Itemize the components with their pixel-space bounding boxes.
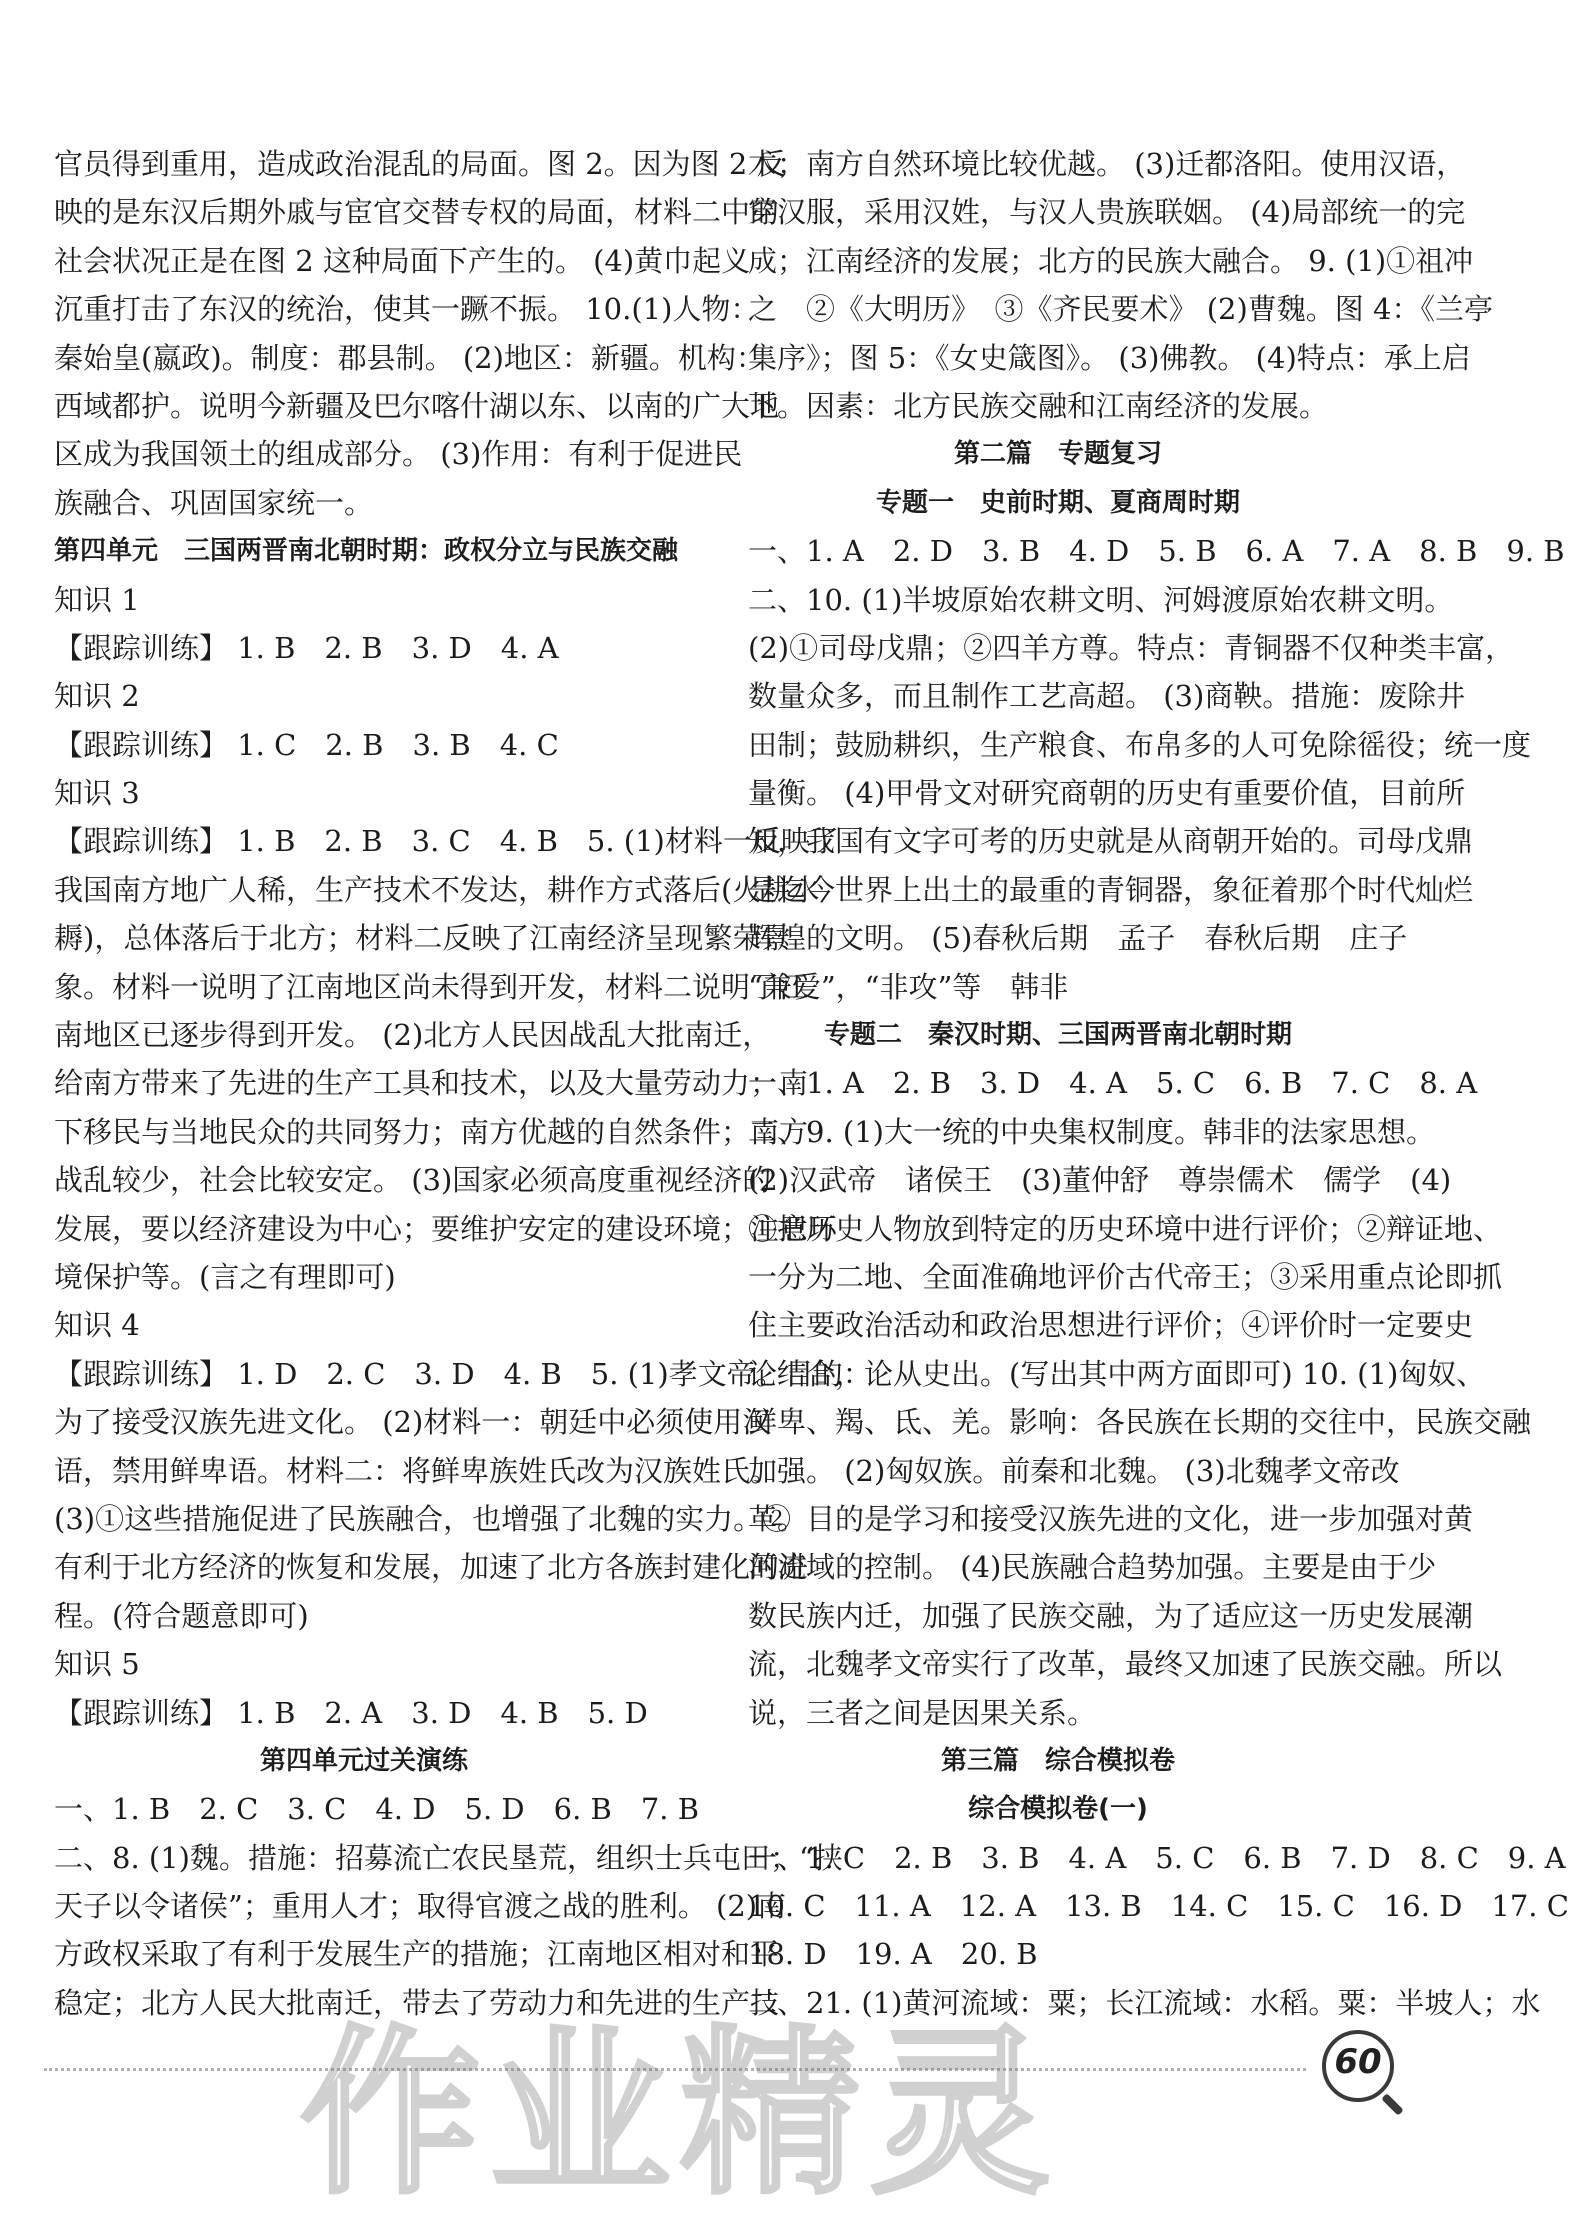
text-line: 象。材料一说明了江南地区尚未得到开发，材料二说明了江: [54, 969, 809, 1004]
text-line: 一、1. C 2. B 3. B 4. A 5. C 6. B 7. D 8. C 9. A: [748, 1840, 1566, 1875]
text-line: 二、8. (1)魏。措施：招募流亡农民垦荒，组织士兵屯田；“挟: [54, 1840, 843, 1875]
text-line: 之 ②《大明历》 ③《齐民要术》 (2)曹魏。图 4：《兰亭: [748, 292, 1493, 327]
text-line: 一、1. A 2. B 3. D 4. A 5. C 6. B 7. C 8. A: [748, 1066, 1478, 1101]
text-line: 【跟踪训练】 1. B 2. B 3. C 4. B 5. (1)材料一反映了: [54, 824, 839, 859]
text-line: 说，三者之间是因果关系。: [748, 1695, 1097, 1730]
text-line: 我国南方地广人稀，生产技术不发达，耕作方式落后(火耕水: [54, 872, 820, 907]
text-line: (2)①司母戊鼎；②四羊方尊。特点：青铜器不仅种类丰富，: [748, 630, 1515, 665]
text-line: 下。因素：北方民族交融和江南经济的发展。: [748, 388, 1329, 423]
text-line: 战乱较少，社会比较安定。 (3)国家必须高度重视经济的: [54, 1163, 772, 1198]
text-line: 知识 1: [54, 582, 140, 617]
text-line: 二、21. (1)黄河流域：粟；长江流域：水稻。粟：半坡人；水: [748, 1985, 1541, 2020]
text-line: ①把历史人物放到特定的历史环境中进行评价；②辩证地、: [748, 1211, 1503, 1246]
text-line: 知，我国有文字可考的历史就是从商朝开始的。司母戊鼎: [748, 824, 1474, 859]
text-line: 【跟踪训练】 1. B 2. B 3. D 4. A: [54, 630, 559, 665]
text-line: 是迄今世界上出土的最重的青铜器，象征着那个时代灿烂: [748, 872, 1474, 907]
section-heading: 第四单元过关演练: [259, 1745, 468, 1776]
text-line: 天子以令诸侯”；重用人才；取得官渡之战的胜利。 (2)南: [54, 1889, 787, 1924]
left-column: [54, 140, 872, 2027]
text-line: 映的是东汉后期外戚与宦官交替专权的局面，材料二中的: [54, 195, 780, 230]
text-line: 辉煌的文明。 (5)春秋后期 孟子 春秋后期 庄子: [748, 921, 1408, 956]
topic-heading: 专题一 史前时期、夏商周时期: [875, 487, 1240, 518]
text-line: 穿汉服，采用汉姓，与汉人贵族联姻。 (4)局部统一的完: [748, 195, 1466, 230]
text-line: 革。目的是学习和接受汉族先进的文化，进一步加强对黄: [748, 1501, 1474, 1536]
topic-heading: 专题二 秦汉时期、三国两晋南北朝时期: [823, 1020, 1292, 1051]
watermark: 作业精灵: [300, 2010, 1061, 2219]
text-line: 术；南方自然环境比较优越。 (3)迁都洛阳。使用汉语，: [748, 147, 1466, 181]
text-line: 给南方带来了先进的生产工具和技术，以及大量劳动力；南: [54, 1066, 809, 1101]
text-line: 河流域的控制。 (4)民族融合趋势加强。主要是由于少: [748, 1550, 1437, 1585]
section-heading: 第四单元 三国两晋南北朝时期：政权分立与民族交融: [54, 536, 679, 567]
text-line: 语，禁用鲜卑语。材料二：将鲜卑族姓氏改为汉族姓氏。: [54, 1453, 780, 1488]
text-line: 成；江南经济的发展；北方的民族大融合。 9. (1)①祖冲: [748, 243, 1474, 278]
text-line: 族融合、巩固国家统一。: [54, 485, 374, 520]
text-line: 南地区已逐步得到开发。 (2)北方人民因战乱大批南迁，: [54, 1018, 772, 1053]
text-line: 秦始皇(嬴政)。制度：郡县制。 (2)地区：新疆。机构：: [54, 340, 765, 375]
text-line: 下移民与当地民众的共同努力；南方优越的自然条件；南方: [54, 1114, 809, 1149]
text-line: 西域都护。说明今新疆及巴尔喀什湖以东、以南的广大地: [54, 388, 780, 423]
text-line: 数民族内迁，加强了民族交融，为了适应这一历史发展潮: [748, 1598, 1474, 1633]
text-line: 鲜卑、羯、氐、羌。影响：各民族在长期的交往中，民族交融: [748, 1405, 1532, 1440]
page-number-badge: [1318, 2026, 1406, 2114]
text-line: 住主要政治活动和政治思想进行评价；④评价时一定要史: [748, 1308, 1474, 1343]
text-line: 田制；鼓励耕织，生产粮食、布帛多的人可免除徭役；统一度: [748, 727, 1532, 762]
text-line: 知识 3: [54, 776, 140, 811]
text-line: 一、1. B 2. C 3. C 4. D 5. D 6. B 7. B: [54, 1792, 700, 1827]
topic-heading: 综合模拟卷(一): [968, 1794, 1148, 1825]
page-number: 60: [1334, 2042, 1382, 2082]
text-line: 沉重打击了东汉的统治，使其一蹶不振。 10.(1)人物：: [54, 292, 760, 327]
text-line: 集序》；图 5：《女史箴图》。 (3)佛教。 (4)特点：承上启: [748, 340, 1471, 375]
text-line: 知识 4: [54, 1308, 140, 1343]
text-line: 知识 2: [54, 679, 140, 714]
part-heading: 第三篇 综合模拟卷: [940, 1745, 1175, 1776]
text-line: 二、10. (1)半坡原始农耕文明、河姆渡原始农耕文明。: [748, 582, 1454, 617]
text-line: 程。(符合题意即可): [54, 1598, 309, 1633]
text-line: 发展，要以经济建设为中心；要维护安定的建设环境；注意环: [54, 1211, 838, 1246]
text-line: 加强。 (2)匈奴族。前秦和北魏。 (3)北魏孝文帝改: [748, 1453, 1400, 1488]
text-line: 为了接受汉族先进文化。 (2)材料一：朝廷中必须使用汉: [54, 1405, 772, 1440]
text-line: 二、9. (1)大一统的中央集权制度。韩非的法家思想。: [748, 1114, 1435, 1149]
text-line: 一分为二地、全面准确地评价古代帝王；③采用重点论即抓: [748, 1259, 1503, 1294]
text-line: 数量众多，而且制作工艺高超。 (3)商鞅。措施：废除井: [748, 679, 1466, 714]
text-line: 量衡。 (4)甲骨文对研究商朝的历史有重要价值，目前所: [748, 776, 1466, 811]
text-line: 区成为我国领土的组成部分。 (3)作用：有利于促进民: [54, 437, 743, 472]
magnifier-handle: [1381, 2093, 1404, 2116]
text-line: 流，北魏孝文帝实行了改革，最终又加速了民族交融。所以: [748, 1647, 1503, 1682]
text-line: 稳定；北方人民大批南迁，带去了劳动力和先进的生产技: [54, 1985, 780, 2020]
text-line: 论结合，论从史出。(写出其中两方面即可) 10. (1)匈奴、: [748, 1356, 1486, 1391]
text-line: “兼爱”，“非攻”等 韩非: [748, 969, 1069, 1004]
text-line: 知识 5: [54, 1647, 140, 1682]
text-line: 官员得到重用，造成政治混乱的局面。图 2。因为图 2 反: [54, 147, 786, 181]
part-heading: 第二篇 专题复习: [953, 439, 1162, 470]
text-line: 10. C 11. A 12. A 13. B 14. C 15. C 16. D 17. C: [748, 1889, 1569, 1924]
text-line: 18. D 19. A 20. B: [748, 1937, 1038, 1972]
text-line: 境保护等。(言之有理即可): [54, 1259, 396, 1294]
text-line: 【跟踪训练】 1. D 2. C 3. D 4. B 5. (1)孝文帝。目的：: [54, 1356, 872, 1391]
text-line: 有利于北方经济的恢复和发展，加速了北方各族封建化的进: [54, 1550, 809, 1585]
right-column: [748, 140, 1569, 2027]
text-line: 耨)，总体落后于北方；材料二反映了江南经济呈现繁荣景: [54, 921, 791, 956]
text-line: 【跟踪训练】 1. C 2. B 3. B 4. C: [54, 727, 559, 762]
text-line: 方政权采取了有利于发展生产的措施；江南地区相对和平: [54, 1937, 780, 1972]
text-line: 社会状况正是在图 2 这种局面下产生的。 (4)黄巾起义: [54, 243, 751, 278]
text-line: (2)汉武帝 诸侯王 (3)董仲舒 尊崇儒术 儒学 (4): [748, 1163, 1452, 1198]
text-line: 【跟踪训练】 1. B 2. A 3. D 4. B 5. D: [54, 1695, 648, 1730]
text-line: (3)①这些措施促进了民族融合，也增强了北魏的实力。②: [54, 1501, 792, 1536]
text-line: 一、1. A 2. D 3. B 4. D 5. B 6. A 7. A 8. B 9. B: [748, 534, 1565, 569]
